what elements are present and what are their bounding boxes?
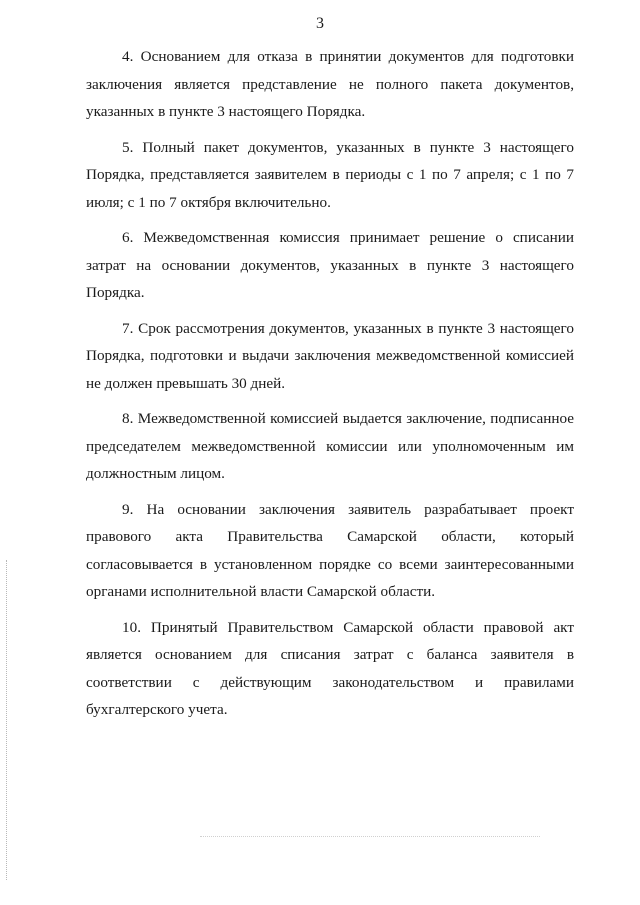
paragraph-8: 8. Межведомственной комиссией выдается заключение, подписанное председателем межведомственной комиссии или уполномоченным им должностным лицом. xyxy=(86,410,574,482)
paragraph-4: 4. Основанием для отказа в принятии документов для подготовки заключения является представление не полного пакета документов, указанных в пункте 3 настоящего Порядка. xyxy=(86,48,574,120)
scan-specks-artifact xyxy=(200,836,540,843)
page-number: 3 xyxy=(316,15,324,32)
paragraph-5: 5. Полный пакет документов, указанных в пункте 3 настоящего Порядка, представляется заявителем в периоды с 1 по 7 апреля; с 1 по 7 июля; с 1 по 7 октября включительно. xyxy=(86,138,574,211)
scan-margin-artifact xyxy=(6,560,8,880)
paragraph-9: 9. На основании заключения заявитель разрабатывает проект правового акта Правительства Самарской области, который согласовывается в установленном порядке со всеми заинтересованными органами исполнительной власти Самарской области. xyxy=(86,500,574,600)
document-body xyxy=(86,43,574,732)
paragraph-6: 6. Межведомственная комиссия принимает решение о списании затрат на основании документов, указанных в пункте 3 настоящего Порядка. xyxy=(86,229,574,301)
paragraph-10: 10. Принятый Правительством Самарской области правовой акт является основанием для списания затрат с баланса заявителя в соответствии с действующим законодательством и правилами бухгалтерского учета. xyxy=(86,618,574,718)
paragraph-7: 7. Срок рассмотрения документов, указанных в пункте 3 настоящего Порядка, подготовки и выдачи заключения межведомственной комиссией не должен превышать 30 дней. xyxy=(86,319,574,392)
